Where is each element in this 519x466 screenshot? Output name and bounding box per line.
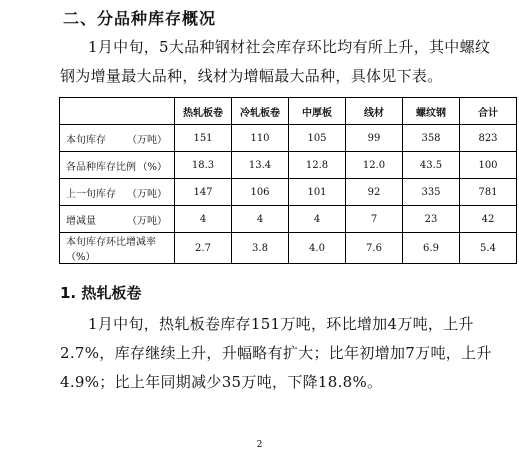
table-cell: 12.0 [346,152,403,179]
row-header [60,125,175,152]
column-header: 合计 [460,98,517,125]
body-paragraph: 1月中旬，热轧板卷库存151万吨，环比增加4万吨，上升2.7%，库存继续上升，升幅略有扩大；比年初增加7万吨，上升4.9%；比上年同期减少35万吨，下降18.8%。 [60,315,492,391]
table-row [60,233,517,264]
table-cell: 358 [403,125,460,152]
table-row [60,125,517,152]
column-header: 螺纹钢 [403,98,460,125]
row-label: 各品种库存比例 [66,161,136,173]
column-header: 热轧板卷 [175,98,232,125]
intro-paragraph: 1月中旬，5大品种钢材社会库存环比均有所上升，其中螺纹钢为增量最大品种，线材为增幅最大品种，具体见下表。 [60,38,491,85]
row-header [60,233,175,264]
table-cell: 106 [232,179,289,206]
table-cell: 110 [232,125,289,152]
table-cell: 105 [289,125,346,152]
column-header: 中厚板 [289,98,346,125]
table-cell: 6.9 [403,233,460,264]
table-cell: 23 [403,206,460,233]
table-cell: 5.4 [460,233,517,264]
row-unit: （万吨） [127,134,167,146]
table-cell: 42 [460,206,517,233]
table-cell: 151 [175,125,232,152]
table-cell: 3.8 [232,233,289,264]
table-row [60,206,517,233]
column-header: 冷轧板卷 [232,98,289,125]
table-cell: 4 [289,206,346,233]
table-cell: 4 [232,206,289,233]
row-unit: （%） [137,161,167,173]
table-cell: 335 [403,179,460,206]
row-label: 增减量 [66,215,96,227]
row-unit: （万吨） [127,215,167,227]
row-label: 上一旬库存 [66,188,116,200]
table-cell: 4 [175,206,232,233]
table-cell: 43.5 [403,152,460,179]
subsection-title: 1. 热轧板卷 [60,284,142,302]
table-cell: 13.4 [232,152,289,179]
row-label: 本旬库存环比增减率（%） [66,237,156,263]
section-title: 二、分品种库存概况 [63,9,217,28]
table-cell: 147 [175,179,232,206]
table-row [60,152,517,179]
table-header-row [60,98,517,125]
row-unit: （万吨） [127,188,167,200]
table-cell: 100 [460,152,517,179]
inventory-table [59,97,517,264]
column-header: 线材 [346,98,403,125]
table-cell: 12.8 [289,152,346,179]
page-number: 2 [256,440,263,450]
table-cell: 4.0 [289,233,346,264]
row-header [60,206,175,233]
table-cell: 781 [460,179,517,206]
row-header [60,179,175,206]
row-header [60,152,175,179]
table-cell: 92 [346,179,403,206]
table-cell: 2.7 [175,233,232,264]
table-cell: 7 [346,206,403,233]
table-row [60,179,517,206]
table-cell: 101 [289,179,346,206]
table-corner-cell [60,98,175,125]
row-label: 本旬库存 [66,134,106,146]
table-cell: 823 [460,125,517,152]
table-cell: 99 [346,125,403,152]
table-cell: 7.6 [346,233,403,264]
table-cell: 18.3 [175,152,232,179]
